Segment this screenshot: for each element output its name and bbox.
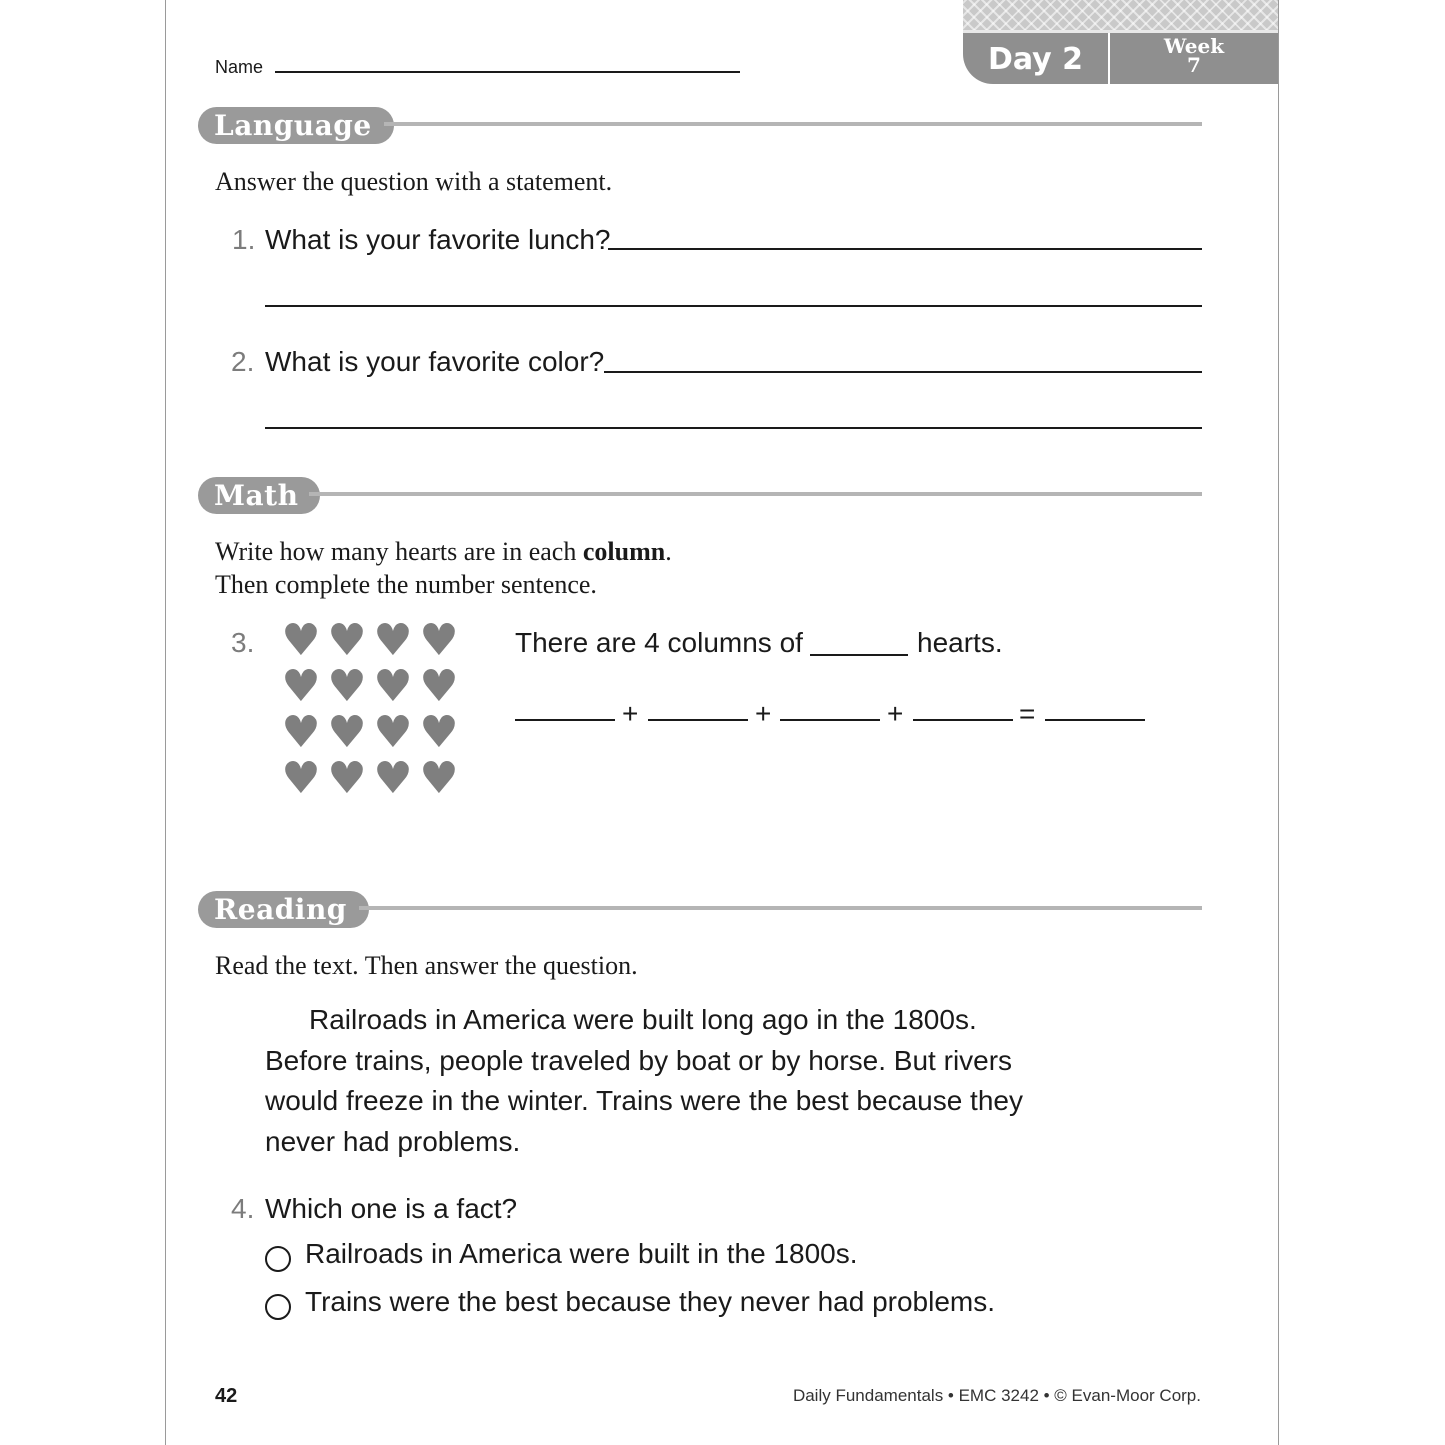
question-text-2: What is your favorite color?: [265, 346, 605, 377]
week-label: Week: [1163, 34, 1225, 58]
heart-icon: ♥: [419, 753, 459, 804]
section-rule-math: [309, 492, 1202, 496]
addend-blank-2[interactable]: [648, 719, 748, 721]
week-label-box: [1110, 34, 1278, 77]
heart-icon: ♥: [419, 661, 459, 712]
heart-grid: [278, 615, 462, 804]
answer-line-1b[interactable]: [265, 305, 1202, 307]
radio-circle-icon[interactable]: [265, 1294, 291, 1320]
answer-line-2b[interactable]: [265, 427, 1202, 429]
question-number-1: 1.: [232, 224, 256, 255]
hearts-per-column-blank[interactable]: [810, 654, 908, 656]
heart-icon: ♥: [281, 753, 321, 804]
reading-passage-text: Railroads in America were built long ago in the 1800s. Before trains, people traveled by boat or by horse. But rivers would freeze in the winter. Trains were the best because they never had problems.: [265, 1004, 1023, 1157]
heart-icon: ♥: [327, 661, 367, 712]
reading-passage: [265, 1000, 1025, 1162]
heart-icon: ♥: [281, 707, 321, 758]
tab-pattern: [963, 0, 1278, 33]
heart-icon: ♥: [419, 707, 459, 758]
math-instruction-post: .: [665, 537, 672, 566]
question-text-1: What is your favorite lunch?: [265, 224, 611, 255]
answer-option-text-1: Railroads in America were built in the 1800s.: [305, 1238, 858, 1269]
heart-icon: ♥: [373, 615, 413, 666]
page-border-left: [165, 0, 166, 1445]
section-title-reading: Reading: [198, 891, 369, 928]
heart-icon: ♥: [373, 661, 413, 712]
heart-icon: ♥: [281, 661, 321, 712]
name-label: Name: [215, 57, 264, 77]
heart-icon: ♥: [373, 753, 413, 804]
heart-icon: ♥: [327, 707, 367, 758]
sum-blank[interactable]: [1045, 719, 1145, 721]
name-field-line[interactable]: [275, 71, 740, 73]
day-label: Day 2: [987, 42, 1084, 77]
page-border-right: [1278, 0, 1279, 1445]
question-number-3: 3.: [231, 627, 255, 658]
columns-sentence-pre: There are 4 columns of: [515, 627, 803, 658]
section-title-language: Language: [198, 107, 394, 144]
plus-sign-3: +: [887, 698, 904, 729]
answer-line-1a[interactable]: [608, 248, 1202, 250]
equals-sign: =: [1019, 698, 1036, 729]
week-number: 7: [1187, 53, 1201, 77]
section-rule-language: [384, 122, 1202, 126]
heart-icon: ♥: [281, 615, 321, 666]
heart-icon: ♥: [419, 615, 459, 666]
heart-icon: ♥: [327, 753, 367, 804]
math-instruction-pre: Write how many hearts are in each: [215, 537, 583, 566]
footer-credit: Daily Fundamentals • EMC 3242 • © Evan-Moor Corp.: [792, 1386, 1201, 1405]
question-text-4: Which one is a fact?: [265, 1193, 518, 1224]
section-rule-reading: [359, 906, 1202, 910]
section-title-math: Math: [198, 477, 320, 514]
day-week-tab: [963, 0, 1278, 84]
heart-icon: ♥: [373, 707, 413, 758]
radio-circle-icon[interactable]: [265, 1246, 291, 1272]
math-instruction-line2: Then complete the number sentence.: [215, 570, 597, 599]
addend-blank-4[interactable]: [913, 719, 1013, 721]
plus-sign-2: +: [755, 698, 772, 729]
language-instruction: Answer the question with a statement.: [215, 167, 613, 196]
answer-option-text-2: Trains were the best because they never had problems.: [305, 1286, 996, 1317]
reading-instruction: Read the text. Then answer the question.: [215, 951, 638, 980]
addend-blank-3[interactable]: [780, 719, 880, 721]
columns-sentence-post: hearts.: [917, 627, 1003, 658]
heart-icon: ♥: [327, 615, 367, 666]
question-number-2: 2.: [231, 346, 255, 377]
question-number-4: 4.: [231, 1193, 255, 1224]
plus-sign-1: +: [622, 698, 639, 729]
page-number: 42: [215, 1385, 238, 1407]
math-instruction: [215, 535, 672, 601]
addend-blank-1[interactable]: [515, 719, 615, 721]
answer-line-2a[interactable]: [604, 371, 1202, 373]
math-instruction-bold: column: [582, 537, 666, 566]
